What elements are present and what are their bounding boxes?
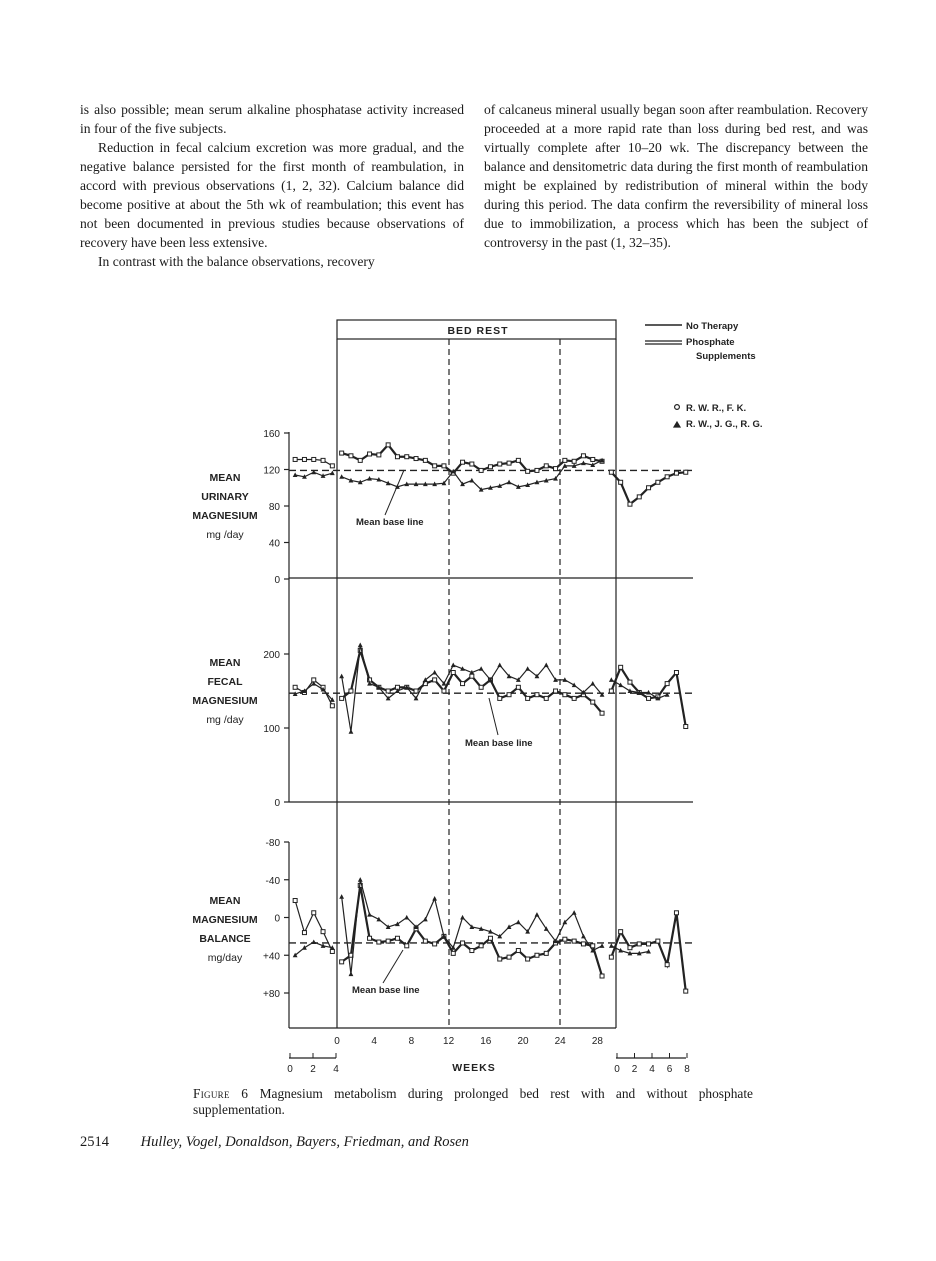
y-tick-label: -40 [265,875,280,887]
y-tick-label: 0 [274,575,280,586]
annotation-pointer [489,698,498,735]
data-point [498,957,502,961]
data-point [349,729,354,734]
data-point [470,462,474,466]
data-point [637,942,641,946]
annotation-pointer [383,950,403,983]
post-tick-label: 0 [614,1064,620,1075]
panel-label: MEAN [209,895,241,907]
data-point [497,663,502,668]
panel-label: MAGNESIUM [192,695,258,707]
data-point [433,464,437,468]
data-point [293,472,298,477]
page-footer [80,1134,469,1151]
data-point [516,685,520,689]
caption-text: Magnesium metabolism during prolonged bed rest with and without phosphate supplementation. [193,1086,753,1117]
paragraph: Reduction in fecal calcium excretion was more gradual, and the negative balance persisted for the first month of reambulation, in accord with previous observations (1, 2, 32). Calcium balance did become positive at about the 5th wk of reambulation; this event has not been documented in previous studies because observations of recovery have been less extensive. [80,140,464,250]
y-tick-label: 200 [263,650,280,661]
data-point [609,677,614,682]
data-point [600,711,604,715]
data-point [581,934,586,939]
data-point [479,468,483,472]
data-point [572,910,577,915]
panel-label: FECAL [207,676,243,688]
data-point [368,936,372,940]
data-point [619,480,623,484]
data-point [684,725,688,729]
data-point [349,454,353,458]
data-point [535,468,539,472]
data-point [647,696,651,700]
data-point [433,942,437,946]
data-point [339,894,344,899]
post-tick-label: 2 [631,1064,638,1075]
data-point [479,944,483,948]
data-point [404,915,409,920]
data-point [656,480,660,484]
data-point [414,689,418,693]
y-tick-label: +40 [263,951,280,963]
data-point [665,682,669,686]
data-point [433,678,437,682]
panel-label: mg /day [206,714,244,726]
post-tick-label: 6 [666,1064,673,1075]
data-point [293,457,297,461]
panel-label: MAGNESIUM [192,510,258,522]
data-point [423,917,428,922]
pre-tick-label: 2 [310,1064,316,1075]
data-point [405,944,409,948]
x-tick-label: 28 [591,1036,603,1047]
data-point [488,465,492,469]
data-point [507,955,511,959]
y-tick-label: 0 [274,913,280,925]
x-tick-label: 4 [371,1036,377,1047]
data-point [619,930,623,934]
data-point [442,464,446,468]
x-tick-label: 24 [554,1036,566,1047]
data-point [432,670,437,675]
data-point [498,696,502,700]
data-point [526,696,530,700]
data-point [330,949,334,953]
data-point [349,689,353,693]
data-point [395,455,399,459]
data-point [349,972,354,977]
data-point [572,459,576,463]
data-point [609,470,613,474]
data-point [516,949,520,953]
data-point [572,939,576,943]
legend-open-circle [675,405,680,410]
data-point [637,495,641,499]
y-tick-label: 40 [268,538,280,550]
data-point [321,458,325,462]
y-tick-label: 0 [274,798,280,809]
panel-label: MEAN [209,472,241,484]
data-point [544,951,548,955]
data-point [469,478,474,483]
data-point [358,458,362,462]
x-tick-label: 12 [443,1036,455,1047]
data-point [544,663,549,668]
data-point [554,467,558,471]
data-point [665,475,669,479]
panel-label: URINARY [201,491,249,503]
authors: Hulley, Vogel, Donaldson, Bayers, Friedman, and Rosen [140,1134,469,1150]
data-point [414,457,418,461]
data-point [479,685,483,689]
data-point [507,693,511,697]
data-point [674,671,678,675]
mean-baseline-annotation: Mean base line [356,517,424,528]
data-point [684,470,688,474]
data-point [461,941,465,945]
data-point [647,942,651,946]
data-point [563,458,567,462]
data-point [628,502,632,506]
data-point [470,949,474,953]
data-point [526,957,530,961]
data-point [581,454,585,458]
series-line [295,684,332,700]
data-point [646,949,651,954]
data-point [609,689,613,693]
data-point [590,681,595,686]
data-point [451,951,455,955]
caption-label: Figure 6 [193,1086,249,1101]
data-point [330,704,334,708]
data-point [460,915,465,920]
data-point [544,696,548,700]
data-point [358,643,363,648]
data-point [526,469,530,473]
data-point [470,674,474,678]
y-tick-label: 160 [263,429,280,440]
data-point [451,671,455,675]
y-tick-label: 120 [263,465,280,477]
data-point [330,464,334,468]
bed-rest-label: BED REST [447,325,509,337]
data-point [405,455,409,459]
annotation-pointer [385,470,404,515]
paragraph: of calcaneus mineral usually began soon after reambulation. Recovery proceeded at a more rapid rate than loss during bed rest, and was virtually complete after 10–20 wk. The discrepancy between the balance and densitometric data during the first month of reambulation might be explained by redistribution of mineral within the body during this period. The data confirm the reversibility of mineral loss due to immobilization, a process which has been the subject of controversy in the past (1, 32–35). [484,102,868,250]
data-point [377,940,381,944]
data-point [358,877,363,882]
data-point [581,461,586,466]
figure-caption [193,1086,753,1118]
data-point [339,474,344,479]
data-point [591,944,595,948]
pre-tick-label: 0 [287,1064,293,1075]
data-point [451,663,456,668]
paragraph: is also possible; mean serum alkaline phosphatase activity increased in four of the five subjects. [80,102,464,136]
panel-label: BALANCE [199,933,251,945]
panel-label: mg/day [207,952,243,964]
data-point [330,471,335,476]
data-point [581,942,585,946]
y-tick-label: -80 [265,838,280,849]
data-point [647,486,651,490]
data-point [302,945,307,950]
data-point [432,896,437,901]
legend-group-a: R. W. R., F. K. [686,403,747,414]
x-tick-label: 20 [517,1036,529,1047]
panel-label: mg /day [206,529,244,541]
data-point [628,680,632,684]
legend-triangle [674,422,680,427]
data-point [609,943,614,948]
data-point [293,685,297,689]
data-point [544,464,548,468]
data-point [498,462,502,466]
data-point [367,912,372,917]
data-point [591,700,595,704]
data-point [339,674,344,679]
data-point [395,936,399,940]
data-point [591,457,595,461]
data-point [563,693,567,697]
data-point [535,693,539,697]
data-point [479,666,484,671]
paragraph: In contrast with the balance observations, recovery [98,254,375,269]
x-tick-label: 8 [408,1036,415,1047]
data-point [386,443,390,447]
data-point [293,899,297,903]
legend-supplements: Supplements [696,351,756,362]
page-number: 2514 [80,1134,109,1150]
data-point [386,689,390,693]
data-point [563,937,567,941]
data-point [368,452,372,456]
data-point [674,471,678,475]
data-point [516,458,520,462]
data-point [312,911,316,915]
data-point [656,939,660,943]
data-point [377,453,381,457]
series-line [342,885,602,976]
post-tick-label: 8 [684,1064,690,1075]
data-point [665,963,669,967]
data-point [302,931,306,935]
data-point [386,939,390,943]
legend-group-b: R. W., J. G., R. G. [686,419,763,430]
data-point [340,451,344,455]
data-point [312,457,316,461]
mean-baseline-annotation: Mean base line [465,738,533,749]
y-tick-label: +80 [263,989,280,1000]
data-point [619,665,623,669]
data-point [674,911,678,915]
data-point [488,936,492,940]
data-point [311,939,316,944]
data-point [572,696,576,700]
data-point [423,458,427,462]
data-point [600,974,604,978]
data-point [507,461,511,465]
data-point [516,920,521,925]
x-tick-label: 16 [480,1036,492,1047]
post-tick-label: 4 [649,1064,655,1075]
data-point [507,480,512,485]
data-point [609,955,613,959]
panel-label: MEAN [209,657,241,669]
data-point [461,460,465,464]
data-point [461,682,465,686]
legend-phosphate: Phosphate [686,337,735,348]
data-point [554,689,558,693]
y-tick-label: 80 [268,502,280,513]
mean-baseline-annotation: Mean base line [352,985,420,996]
pre-tick-label: 4 [333,1064,339,1075]
legend-no-therapy: No Therapy [686,321,739,332]
data-point [535,912,540,917]
data-point [321,930,325,934]
data-point [423,939,427,943]
data-point [302,457,306,461]
data-point [628,946,632,950]
data-point [525,666,530,671]
data-point [600,943,605,948]
data-point [340,960,344,964]
data-point [340,696,344,700]
y-tick-label: 100 [263,724,280,735]
panel-label: MAGNESIUM [192,914,258,926]
data-point [535,953,539,957]
data-point [684,989,688,993]
x-tick-label: 0 [334,1036,340,1047]
x-axis-label: WEEKS [452,1062,496,1074]
data-point [442,689,446,693]
